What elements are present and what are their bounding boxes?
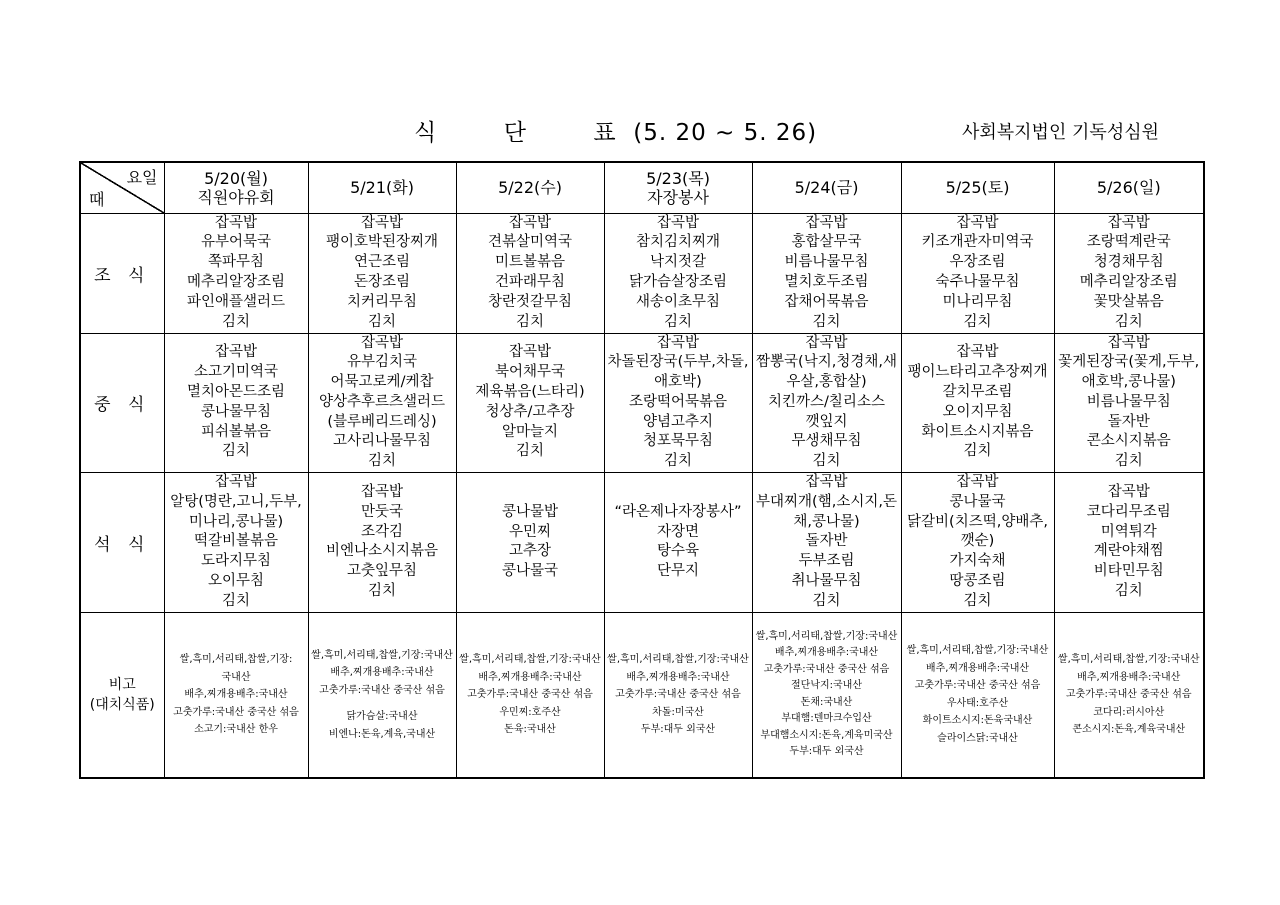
menu-item: 떡갈비볼볶음 <box>193 533 279 550</box>
menu-item: 팽이호박된장찌개 <box>325 234 439 251</box>
menu-item: 조랑떡어묵볶음 <box>628 393 728 410</box>
origin-item: 배추,찌개용배추:국내산 <box>478 671 582 683</box>
menu-cell <box>1054 333 1204 473</box>
menu-item: 김치 <box>1114 453 1143 470</box>
menu-cell <box>456 473 604 613</box>
origin-item: 쌀,흑미,서리태,찹쌀,기장:국내산 <box>179 654 293 683</box>
menu-item: 비타민무침 <box>1093 563 1164 580</box>
day-date: 5/24(금) <box>794 178 859 198</box>
menu-item: 치커리무침 <box>346 293 418 310</box>
origin-item: 닭가슴살:국내산 <box>346 711 418 723</box>
menu-item: 잡곡밥 <box>805 214 848 231</box>
menu-item: 창란젓갈무침 <box>487 293 573 310</box>
menu-cell <box>1054 473 1204 613</box>
menu-item: 잡곡밥 <box>956 344 999 361</box>
notes-sublabel: (대치식품) <box>89 696 155 713</box>
origin-item: 우민찌:호주산 <box>499 706 561 718</box>
menu-item: 파인애플샐러드 <box>186 293 286 310</box>
menu-item: 잡곡밥 <box>656 334 700 351</box>
menu-item: 메추리알장조림 <box>1079 274 1178 290</box>
menu-item: 오이무침 <box>207 573 265 590</box>
menu-item: 김치 <box>221 313 250 330</box>
day-header <box>308 162 456 213</box>
menu-item: 고사리나물무침 <box>332 433 432 450</box>
meal-label-breakfast: 조 식 <box>80 213 164 333</box>
origin-item: 두부:대두 외국산 <box>789 746 864 758</box>
menu-item: 탕수육 <box>656 543 700 560</box>
menu-item: 부대찌개(햄,소시지,돈채,콩나물) <box>756 493 897 530</box>
menu-cell <box>456 213 604 333</box>
menu-item: 두부조림 <box>798 553 855 570</box>
menu-item: 알마늘지 <box>501 423 559 440</box>
corner-day-label: 요일 <box>126 168 158 187</box>
day-date: 5/20(월) <box>204 168 268 188</box>
day-event: 직원야유회 <box>197 187 275 207</box>
menu-item: 돌자반 <box>805 533 848 550</box>
menu-item: 김치 <box>812 453 841 470</box>
menu-item: 잡곡밥 <box>214 344 258 361</box>
origin-cell <box>456 612 604 778</box>
lunch-row <box>80 333 1204 473</box>
origin-item: 부대햄:덴마크수입산 <box>781 713 872 725</box>
menu-item: 키조개관자미역국 <box>921 234 1034 251</box>
menu-cell <box>604 333 752 473</box>
menu-item: 고춧잎무침 <box>346 563 418 580</box>
day-header <box>456 162 604 213</box>
day-header <box>164 162 308 213</box>
menu-item: 우민찌 <box>508 523 552 540</box>
menu-item: 청포묵무침 <box>642 433 714 450</box>
day-date: 5/21(화) <box>350 178 414 198</box>
menu-cell <box>164 473 308 613</box>
menu-item: 북어채무국 <box>494 364 566 381</box>
origin-item: 쌀,흑미,서리태,찹쌀,기장:국내산 <box>311 649 453 661</box>
origin-item: 고춧가루:국내산 중국산 섞음 <box>467 689 593 701</box>
menu-item: 콩나물국 <box>501 563 559 580</box>
origin-item: 돈채:국내산 <box>800 696 853 708</box>
menu-item: 김치 <box>367 313 396 330</box>
menu-item: 김치 <box>367 453 396 470</box>
menu-item: 유부김치국 <box>346 354 418 371</box>
menu-item: 잡곡밥 <box>508 344 552 361</box>
menu-item: 쪽파무침 <box>207 254 265 271</box>
menu-item: 낙지젓갈 <box>649 254 707 271</box>
dinner-row <box>80 473 1204 613</box>
menu-item: 미역튀각 <box>1100 523 1157 540</box>
menu-item: 단무지 <box>656 563 700 580</box>
menu-item: 만둣국 <box>360 503 404 520</box>
menu-cell <box>308 473 456 613</box>
menu-cell <box>752 473 901 613</box>
origin-item: 고춧가루:국내산 중국산 섞음 <box>763 663 890 675</box>
notes-label: 비고 <box>108 676 136 693</box>
menu-item: 차돌된장국(두부,차돌,애호박) <box>607 354 749 391</box>
origin-item: 비엔나:돈육,계육,국내산 <box>328 728 436 740</box>
origin-cell <box>752 612 901 778</box>
origin-item: 코다리:러시아산 <box>1093 706 1165 718</box>
menu-item: 화이트소시지볶음 <box>921 423 1034 440</box>
menu-item: 김치 <box>963 592 992 609</box>
menu-item: 비름나물무침 <box>784 254 869 271</box>
meal-label-lunch: 중 식 <box>80 333 164 473</box>
menu-cell <box>604 473 752 613</box>
menu-cell <box>308 213 456 333</box>
menu-item: 취나물무침 <box>791 573 862 590</box>
menu-cell <box>308 333 456 473</box>
menu-item: 잡곡밥 <box>214 214 258 231</box>
menu-item: 콩나물무침 <box>200 403 272 420</box>
menu-item: 잡곡밥 <box>1107 483 1150 500</box>
breakfast-row <box>80 213 1204 333</box>
menu-item: 콩나물밥 <box>501 503 559 520</box>
corner-cell <box>80 162 164 213</box>
menu-item: 멸치호두조림 <box>784 274 869 290</box>
menu-item: 고추장 <box>508 543 552 560</box>
menu-cell <box>456 333 604 473</box>
menu-item: 김치 <box>963 443 992 460</box>
menu-item: 잡곡밥 <box>1107 214 1150 231</box>
origin-item: 쌀,흑미,서리태,찹쌀,기장:국내산 <box>906 645 1049 657</box>
menu-item: 꽃게된장국(꽃게,두부,애호박,콩나물) <box>1058 354 1200 391</box>
menu-item: 김치 <box>515 443 544 460</box>
menu-item: 잡곡밥 <box>214 474 258 491</box>
origin-cell <box>1054 612 1204 778</box>
menu-item: 김치 <box>367 582 396 599</box>
menu-item: 잡곡밥 <box>805 474 848 491</box>
origin-item: 배추,찌개용배추:국내산 <box>330 667 434 679</box>
menu-item: 닭갈비(치즈떡,양배추,깻순) <box>907 513 1048 550</box>
header-row <box>80 162 1204 213</box>
meal-label-dinner: 석 식 <box>80 473 164 613</box>
menu-item: 무생채무침 <box>791 433 862 450</box>
page-title: 식 단 표 (5. 20 ~ 5. 26) <box>414 120 818 146</box>
origin-cell <box>308 612 456 778</box>
menu-item: 어묵고로케/케찹 <box>330 374 434 391</box>
menu-item: 김치 <box>963 313 992 330</box>
origin-cell <box>901 612 1054 778</box>
menu-item: 숙주나물무침 <box>935 274 1020 290</box>
menu-item: 피쉬볼볶음 <box>200 423 272 440</box>
menu-item: 잡곡밥 <box>1107 334 1150 351</box>
menu-cell <box>164 333 308 473</box>
notes-row <box>80 612 1204 778</box>
menu-item: 코다리무조림 <box>1086 503 1171 520</box>
menu-cell <box>901 213 1054 333</box>
menu-cell <box>901 473 1054 613</box>
menu-item: 콩나물국 <box>949 493 1006 510</box>
origin-item: 고춧가루:국내산 중국산 섞음 <box>1065 689 1192 701</box>
origin-item: 고춧가루:국내산 중국산 섞음 <box>173 706 299 718</box>
day-date: 5/26(일) <box>1096 178 1161 198</box>
menu-item: 김치 <box>221 443 250 460</box>
menu-item: 비름나물무침 <box>1086 393 1171 410</box>
menu-item: 알탕(명란,고니,두부,미나리,콩나물) <box>170 493 302 530</box>
origin-item: 차돌:미국산 <box>652 706 704 718</box>
menu-item: 비엔나소시지볶음 <box>325 543 439 560</box>
menu-item: 청경채무침 <box>1093 254 1164 271</box>
menu-item: 잡곡밥 <box>508 214 552 231</box>
menu-item: 김치 <box>1114 313 1143 330</box>
menu-item: 잡곡밥 <box>805 334 848 351</box>
menu-item: 깻잎지 <box>805 413 848 430</box>
day-header <box>752 162 901 213</box>
menu-item: 조랑떡계란국 <box>1086 234 1171 251</box>
menu-item: 홍합살무국 <box>791 234 862 251</box>
origin-item: 배추,찌개용배추:국내산 <box>925 662 1030 674</box>
menu-item: 콘소시지볶음 <box>1086 433 1171 450</box>
menu-item: 연근조림 <box>353 254 411 271</box>
day-date: 5/23(목) <box>646 168 710 188</box>
origin-item: 쌀,흑미,서리태,찹쌀,기장:국내산 <box>1057 654 1200 666</box>
menu-item: 갈치무조림 <box>942 383 1013 400</box>
menu-item: 김치 <box>812 313 841 330</box>
origin-item: 소고기:국내산 한우 <box>194 724 278 736</box>
menu-item: “라온제나자장봉사” <box>614 503 742 520</box>
menu-cell <box>164 213 308 333</box>
menu-item: 참치김치찌개 <box>635 234 721 251</box>
day-event: 자장봉사 <box>647 187 709 207</box>
menu-item: 미트볼볶음 <box>494 254 566 271</box>
day-header <box>901 162 1054 213</box>
menu-item: 건파래무침 <box>494 274 566 290</box>
day-date: 5/22(수) <box>498 178 562 198</box>
menu-item: 김치 <box>515 313 544 330</box>
menu-item: 양념고추지 <box>642 413 714 430</box>
menu-item: 제육볶음(느타리) <box>475 383 585 400</box>
menu-cell <box>1054 213 1204 333</box>
menu-item: 새송이초무침 <box>635 293 721 310</box>
menu-item: 유부어묵국 <box>200 234 272 251</box>
menu-item: 자장면 <box>656 523 700 540</box>
day-date: 5/25(토) <box>945 178 1010 198</box>
menu-item: 메추리알장조림 <box>186 274 286 290</box>
origin-item: 쌀,흑미,서리태,찹쌀,기장:국내산 <box>607 654 749 666</box>
menu-item: 김치 <box>812 592 841 609</box>
menu-item: 멸치아몬드조림 <box>186 383 286 400</box>
day-header <box>1054 162 1204 213</box>
menu-item: 양상추후르츠샐러드(블루베리드레싱) <box>318 393 446 430</box>
menu-item: 잡곡밥 <box>956 474 999 491</box>
menu-item: 닭가슴살장조림 <box>628 274 728 290</box>
day-header <box>604 162 752 213</box>
origin-item: 배추,찌개용배추:국내산 <box>626 671 730 683</box>
origin-cell <box>164 612 308 778</box>
menu-item: 청상추/고추장 <box>485 403 575 420</box>
origin-item: 배추,찌개용배추:국내산 <box>774 647 879 659</box>
menu-item: 김치 <box>1114 582 1143 599</box>
menu-item: 김치 <box>663 313 692 330</box>
origin-item: 고춧가루:국내산 중국산 섞음 <box>615 689 741 701</box>
menu-item: 도라지무침 <box>200 553 272 570</box>
menu-cell <box>752 213 901 333</box>
menu-item: 김치 <box>221 592 250 609</box>
origin-item: 배추,찌개용배추:국내산 <box>1077 671 1181 683</box>
origin-item: 배추,찌개용배추:국내산 <box>184 689 288 701</box>
notes-label-cell <box>80 612 164 778</box>
origin-item: 콘소시지:돈육,계육국내산 <box>1072 724 1186 736</box>
origin-item: 우사태:호주산 <box>946 697 1009 709</box>
menu-item: 돌자반 <box>1107 413 1150 430</box>
menu-item: 땅콩조림 <box>949 573 1006 590</box>
menu-item: 오이지무침 <box>942 403 1013 420</box>
organization-name: 사회복지법인 기독성심원 <box>962 122 1159 143</box>
menu-item: 조각김 <box>360 523 404 540</box>
menu-item: 꽃맛살볶음 <box>1093 293 1164 310</box>
menu-cell <box>901 333 1054 473</box>
spacer <box>310 699 455 708</box>
menu-item: 잡곡밥 <box>360 214 404 231</box>
menu-item: 계란야채찜 <box>1093 543 1164 560</box>
menu-item: 가지숙채 <box>949 553 1006 570</box>
corner-meal-label: 때 <box>89 189 105 209</box>
menu-item: 김치 <box>663 453 692 470</box>
menu-item: 우장조림 <box>949 254 1006 271</box>
menu-item: 견볶살미역국 <box>487 234 573 251</box>
menu-item: 치킨까스/칠리소스 <box>768 393 885 410</box>
menu-item: 잡곡밥 <box>956 214 999 231</box>
menu-item: 팽이느타리고추장찌개 <box>907 364 1048 381</box>
origin-item: 고춧가루:국내산 중국산 섞음 <box>319 684 445 696</box>
menu-cell <box>604 213 752 333</box>
origin-item: 슬라이스닭:국내산 <box>937 732 1018 744</box>
origin-item: 고춧가루:국내산 중국산 섞음 <box>914 680 1041 692</box>
menu-cell <box>752 333 901 473</box>
menu-item: 잡곡밥 <box>656 214 700 231</box>
menu-item: 소고기미역국 <box>193 364 279 381</box>
origin-item: 쌀,흑미,서리태,찹쌀,기장:국내산 <box>459 654 601 666</box>
menu-item: 잡곡밥 <box>360 334 404 351</box>
origin-cell <box>604 612 752 778</box>
origin-item: 부대햄소시지:돈육,계육미국산 <box>760 729 893 741</box>
meal-plan-table <box>79 161 1205 779</box>
origin-item: 두부:대두 외국산 <box>640 724 716 736</box>
menu-item: 잡곡밥 <box>360 483 404 500</box>
menu-item: 돈장조림 <box>353 274 411 290</box>
menu-item: 짬뽕국(낙지,청경채,새우살,홍합살) <box>756 354 897 391</box>
origin-item: 절단낙지:국내산 <box>791 680 862 692</box>
origin-item: 화이트소시지:돈육국내산 <box>922 715 1033 727</box>
origin-item: 쌀,흑미,서리태,찹쌀,기장:국내산 <box>755 630 898 642</box>
menu-item: 잡채어묵볶음 <box>784 293 869 310</box>
menu-item: 미나리무침 <box>942 293 1013 310</box>
origin-item: 돈육:국내산 <box>504 724 556 736</box>
